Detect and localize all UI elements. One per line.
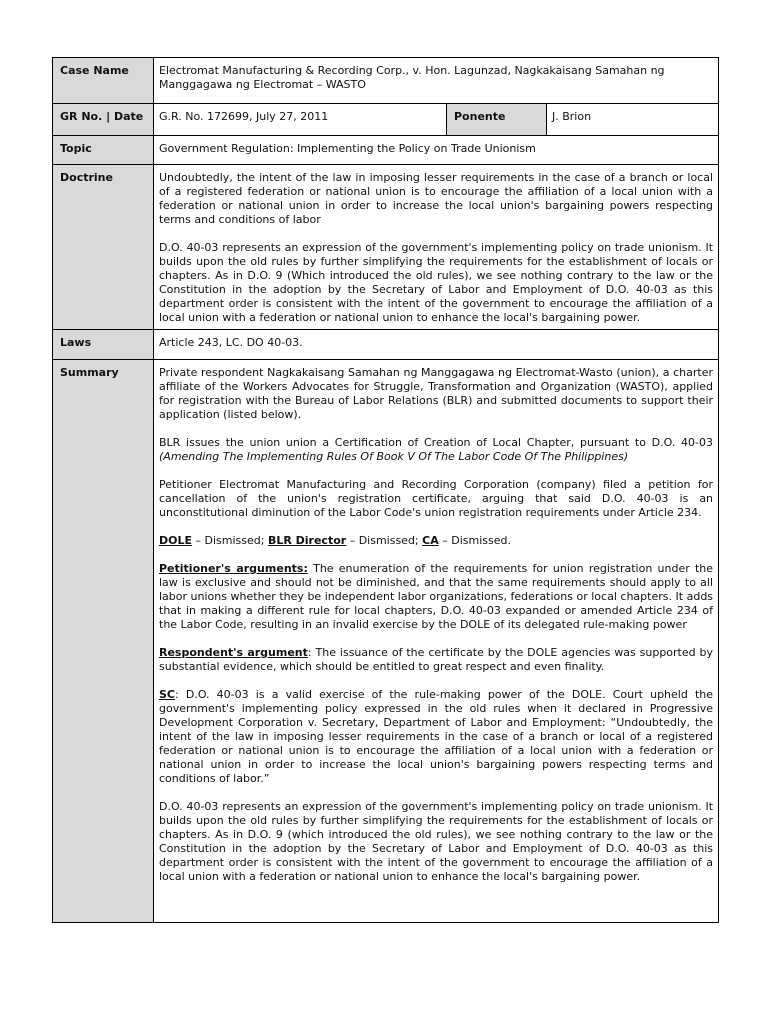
gr-row bbox=[53, 104, 719, 136]
case-name-label: Case Name bbox=[53, 58, 154, 104]
summary-paragraph-respondent bbox=[159, 646, 713, 674]
doctrine-paragraph-1: Undoubtedly, the intent of the law in imposing lesser requirements in the case of a branch or local of a registered federation or national union is to encourage the affiliation of a local union with a federation or national union in order to increase the local union's bargaining powers respecting terms and conditions of labor bbox=[159, 171, 714, 226]
case-digest-table bbox=[52, 57, 719, 923]
summary-row bbox=[53, 360, 719, 923]
respondent-argument-text: : The issuance of the certificate by the DOLE agencies was supported by substantial evidence, which should be entitled to great respect and even finality. bbox=[159, 646, 714, 673]
case-name-row bbox=[53, 58, 719, 104]
summary-paragraph-last: D.O. 40-03 represents an expression of the government's implementing policy on trade unionism. It builds upon the old rules by further simplifying the requirements for the establishment of locals or chapters. As in D.O. 9 (which introduced the old rules), we see nothing contrary to the law or the Constitution in the adoption by the Secretary of Labor and Employment of D.O. 40-03 as this department order is consistent with the intent of the government to encourage the affiliation of a local union with a federation or national union to enhance the local's bargaining power. bbox=[159, 800, 714, 883]
blr-issuance-text: BLR issues the union union a Certification of Creation of Local Chapter, pursuant to D.O. 40-03 bbox=[159, 436, 714, 449]
blr-text: – Dismissed; bbox=[346, 534, 423, 547]
summary-label: Summary bbox=[53, 360, 154, 923]
summary-paragraph-petitioner bbox=[159, 562, 713, 632]
gr-value: G.R. No. 172699, July 27, 2011 bbox=[154, 104, 447, 136]
summary-body bbox=[154, 360, 719, 923]
dole-label: DOLE bbox=[159, 534, 193, 547]
ponente-label: Ponente bbox=[447, 104, 547, 136]
petitioner-arguments-text: The enumeration of the requirements for union registration under the law is exclusive and should not be diminished, and that the same requirements should apply to all labor unions whether they be independent labor organizations, federations or local chapters. It adds that in making a different rule for local chapters, D.O. 40-03 expanded or amended Article 234 of the Labor Code, resulting in an invalid exercise by the DOLE of its delegated rule-making power bbox=[159, 562, 714, 631]
summary-paragraph-facts: Private respondent Nagkakaisang Samahan ng Manggagawa ng Electromat-Wasto (union), a charter affiliate of the Workers Advocates for Struggle, Transformation and Organization (WASTO), applied for registration with the Bureau of Labor Relations (BLR) and submitted documents to support their application (listed below). bbox=[159, 366, 714, 421]
sc-label: SC bbox=[159, 688, 175, 701]
ca-text: – Dismissed. bbox=[438, 534, 511, 547]
doctrine-label: Doctrine bbox=[53, 165, 154, 330]
doctrine-body bbox=[154, 165, 719, 330]
summary-paragraph-rulings bbox=[159, 534, 713, 548]
ponente-value: J. Brion bbox=[547, 104, 719, 136]
topic-value: Government Regulation: Implementing the Policy on Trade Unionism bbox=[154, 136, 719, 165]
respondent-argument-label: Respondent's argument bbox=[159, 646, 308, 659]
sc-text: : D.O. 40-03 is a valid exercise of the rule-making power of the DOLE. Court upheld the government's implementing policy expressed in the old rules when it declared in Progressive Development Corporation v. Secretary, Department of Labor and Employment: “Undoubtedly, the intent of the law in imposing lesser requirements in the case of a branch or local of a registered federation or national union is to encourage the affiliation of a local union with a federation or national union in order to increase the local union's bargaining powers respecting terms and conditions of labor.” bbox=[159, 688, 714, 785]
ca-label: CA bbox=[422, 534, 439, 547]
dole-text: – Dismissed; bbox=[192, 534, 268, 547]
summary-paragraph-petition: Petitioner Electromat Manufacturing and Recording Corporation (company) filed a petition for cancellation of the union's registration certificate, arguing that said D.O. 40-03 is an unconstitutional diminution of the Labor Code's union registration requirements under Article 234. bbox=[159, 478, 714, 519]
gr-label: GR No. | Date bbox=[53, 104, 154, 136]
summary-paragraph-sc bbox=[159, 688, 713, 786]
laws-value: Article 243, LC. DO 40-03. bbox=[154, 330, 719, 360]
petitioner-arguments-label: Petitioner's arguments: bbox=[159, 562, 308, 575]
topic-row bbox=[53, 136, 719, 165]
laws-row bbox=[53, 330, 719, 360]
summary-paragraph-blr bbox=[159, 436, 713, 464]
case-name-value: Electromat Manufacturing & Recording Corp., v. Hon. Lagunzad, Nagkakaisang Samahan ng Manggagawa ng Electromat – WASTO bbox=[154, 58, 719, 104]
doctrine-row bbox=[53, 165, 719, 330]
topic-label: Topic bbox=[53, 136, 154, 165]
do-title-italic: (Amending The Implementing Rules Of Book V Of The Labor Code Of The Philippines) bbox=[159, 450, 629, 463]
doctrine-paragraph-2: D.O. 40-03 represents an expression of the government's implementing policy on trade unionism. It builds upon the old rules by further simplifying the requirements for the establishment of locals or chapters. As in D.O. 9 (Which introduced the old rules), we see nothing contrary to the law or the Constitution in the adoption by the Secretary of Labor and Employment of D.O. 40-03 as this department order is consistent with the intent of the government to encourage the affiliation of a local union with a federation or national union to enhance the local's bargaining power. bbox=[159, 241, 714, 324]
blr-director-label: BLR Director bbox=[267, 534, 347, 547]
laws-label: Laws bbox=[53, 330, 154, 360]
